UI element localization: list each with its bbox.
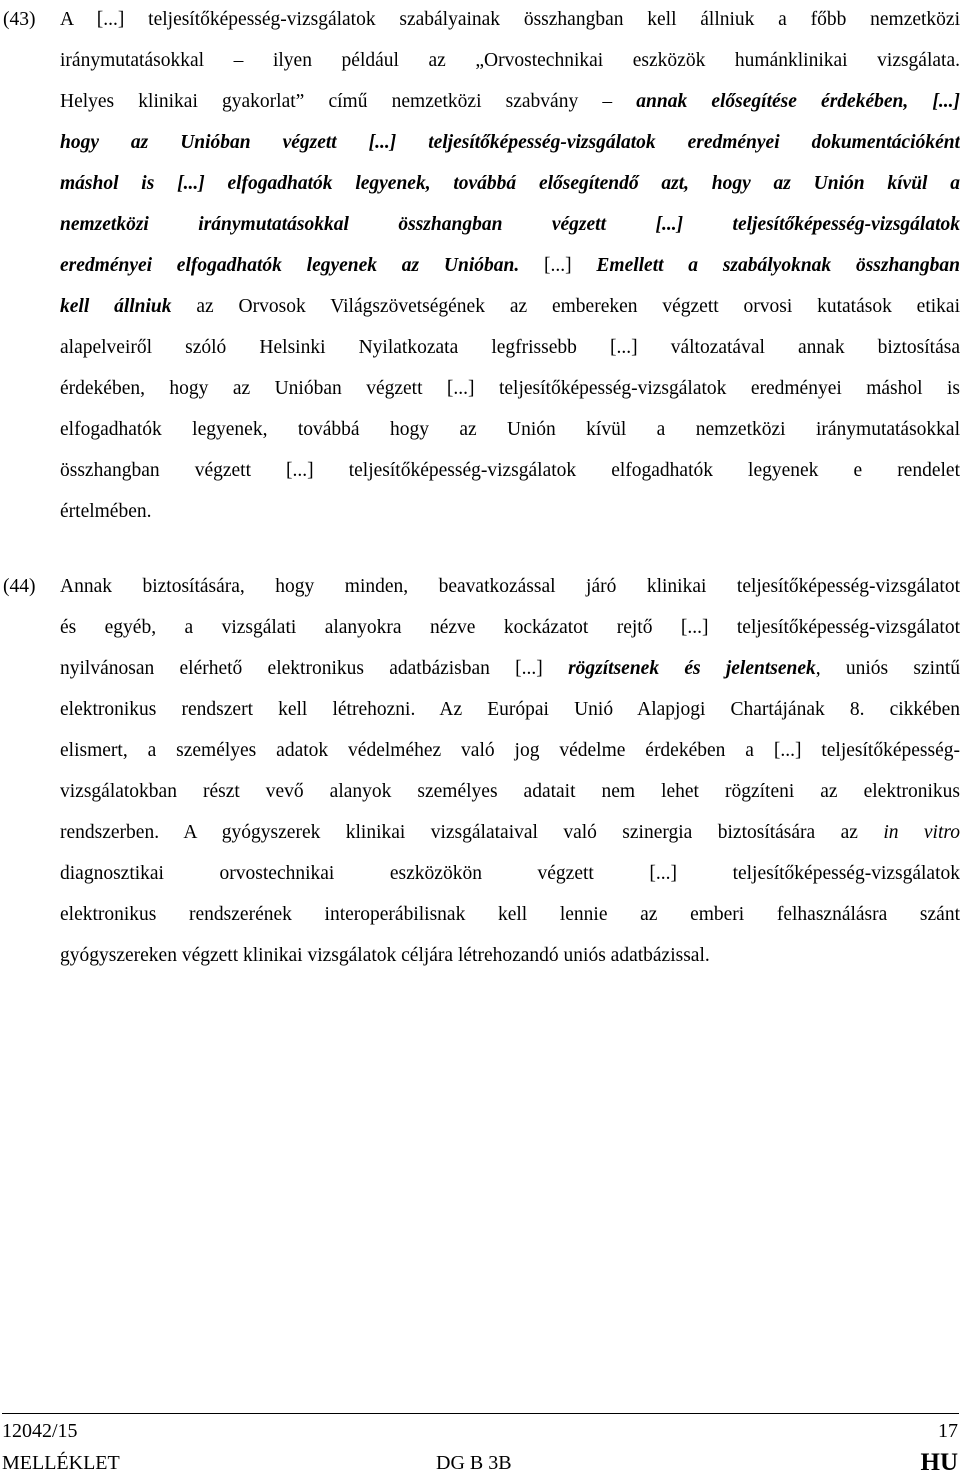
text-run: nyilvánosan elérhető elektronikus adatbázisban [...]	[60, 658, 569, 679]
text-run: és egyéb, a vizsgálati alanyokra nézve kockázatot rejtő [...] teljesítőképesség-vizsgálatot	[60, 617, 960, 638]
paragraph-text	[60, 0, 960, 532]
emphasized-text: nemzetközi iránymutatásokkal összhangban végzett [...] teljesítőképesség-vizsgálatok	[60, 214, 960, 235]
text-line	[60, 894, 960, 935]
text-run: diagnosztikai orvostechnikai eszközökön végzett [...] teljesítőképesség-vizsgálatok	[60, 863, 960, 884]
text-run: alapelveiről szóló Helsinki Nyilatkozata legfrissebb [...] változatával annak biztosítása	[60, 337, 960, 358]
footer-divider	[2, 1413, 959, 1414]
footer-dg-label: DG B 3B	[436, 1452, 512, 1474]
text-line	[60, 730, 960, 771]
text-line	[60, 286, 960, 327]
emphasized-text: máshol is [...] elfogadhatók legyenek, továbbá elősegítendő azt, hogy az Unión kívül a	[60, 173, 960, 194]
text-line	[60, 368, 960, 409]
text-line	[60, 40, 960, 81]
emphasized-text: Emellett a szabályoknak összhangban	[596, 255, 960, 276]
text-run: , uniós szintű	[815, 658, 960, 679]
text-line	[60, 648, 960, 689]
text-run: rendszerben. A gyógyszerek klinikai vizsgálataival való szinergia biztosítására az	[60, 822, 884, 843]
text-line	[60, 935, 960, 976]
text-line	[60, 491, 960, 532]
text-run: értelmében.	[60, 501, 152, 522]
text-line	[60, 409, 960, 450]
paragraph-text	[60, 566, 960, 976]
text-run: elismert, a személyes adatok védelméhez való jog védelme érdekében a [...] teljesítőképesség-	[60, 740, 960, 761]
text-run: [...]	[519, 255, 597, 276]
text-run: elfogadhatók legyenek, továbbá hogy az Unión kívül a nemzetközi iránymutatásokkal	[60, 419, 960, 440]
text-run: A [...] teljesítőképesség-vizsgálatok szabályainak összhangban kell állniuk a főbb nemzetközi	[60, 9, 960, 30]
footer-page-number: 17	[938, 1420, 958, 1442]
text-run: iránymutatásokkal – ilyen például az „Orvostechnikai eszközök humánklinikai vizsgálata.	[60, 50, 960, 71]
emphasized-text: annak elősegítése érdekében, [...]	[636, 91, 960, 112]
text-run: elektronikus rendszerének interoperábilisnak kell lennie az emberi felhasználásra szánt	[60, 904, 960, 925]
emphasized-text: kell állniuk	[60, 296, 172, 317]
text-line	[60, 81, 960, 122]
text-line	[60, 327, 960, 368]
emphasized-text: in vitro	[883, 822, 960, 843]
footer-doc-ref: 12042/15	[2, 1420, 78, 1442]
text-line	[60, 566, 960, 607]
text-line	[60, 204, 960, 245]
text-line	[60, 853, 960, 894]
footer-annex-label: MELLÉKLET	[2, 1452, 120, 1474]
footer-language-code: HU	[920, 1449, 958, 1476]
text-run: Annak biztosítására, hogy minden, beavatkozással járó klinikai teljesítőképesség-vizsgálatot	[60, 576, 960, 597]
text-line	[60, 607, 960, 648]
emphasized-text: hogy az Unióban végzett [...] teljesítőképesség-vizsgálatok eredményei dokumentációként	[60, 132, 960, 153]
emphasized-text: eredményei elfogadhatók legyenek az Unióban.	[60, 255, 520, 276]
paragraph-number: (44)	[3, 576, 36, 597]
text-run: elektronikus rendszert kell létrehozni. Az Európai Unió Alapjogi Chartájának 8. cikkében	[60, 699, 960, 720]
text-line	[60, 812, 960, 853]
paragraph-number: (43)	[3, 9, 36, 30]
text-line	[60, 0, 960, 40]
text-line	[60, 163, 960, 204]
text-run: az Orvosok Világszövetségének az embereken végzett orvosi kutatások etikai	[171, 296, 960, 317]
text-line	[60, 689, 960, 730]
emphasized-text: rögzítsenek és jelentsenek	[568, 658, 816, 679]
text-line	[60, 450, 960, 491]
text-run: Helyes klinikai gyakorlat” című nemzetközi szabvány –	[60, 91, 637, 112]
text-run: érdekében, hogy az Unióban végzett [...] teljesítőképesség-vizsgálatok eredményei máshol is	[60, 378, 960, 399]
text-run: vizsgálatokban részt vevő alanyok személyes adatait nem lehet rögzíteni az elektronikus	[60, 781, 960, 802]
text-run: összhangban végzett [...] teljesítőképesség-vizsgálatok elfogadhatók legyenek e rendelet	[60, 460, 960, 481]
text-line	[60, 122, 960, 163]
text-line	[60, 771, 960, 812]
text-line	[60, 245, 960, 286]
text-run: gyógyszereken végzett klinikai vizsgálatok céljára létrehozandó uniós adatbázissal.	[60, 945, 710, 966]
